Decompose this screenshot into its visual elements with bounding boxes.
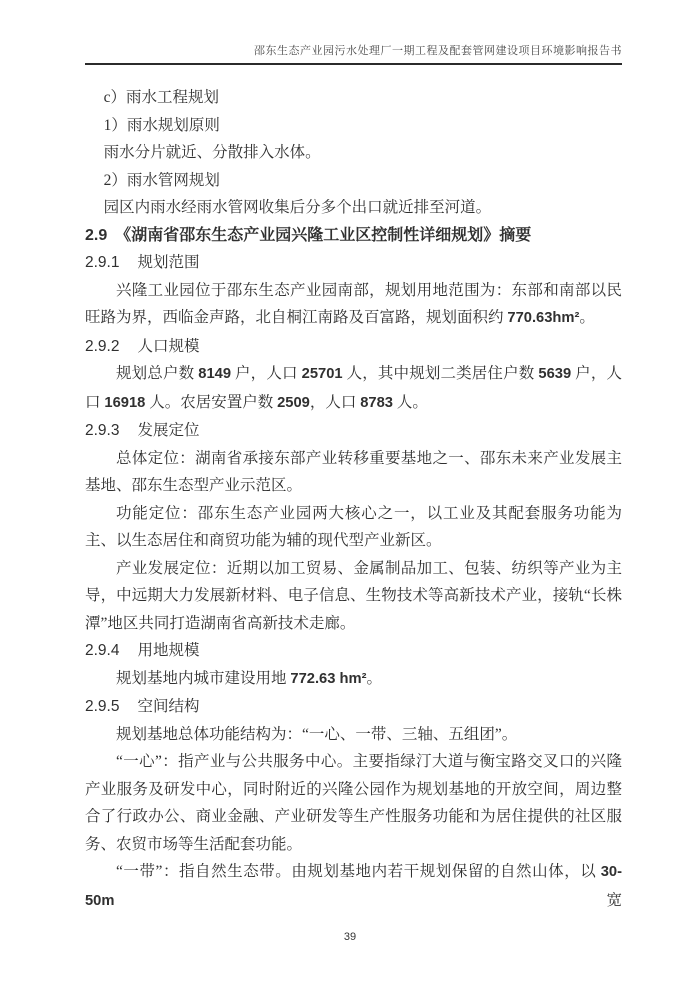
- section-number: 2.9.2: [85, 337, 120, 355]
- section-number: 2.9.4: [85, 642, 120, 659]
- list-item-c: c）雨水工程规划: [103, 89, 219, 106]
- page-header: [85, 42, 622, 65]
- section-heading-2-9-5: [85, 693, 622, 721]
- section-heading-2-9: [85, 222, 622, 250]
- paragraph-population: 规划总户数 8149 户，人口 25701 人，其中规划二类居住户数 5639 户，人口 16918 人。农居安置户数 2509，人口 8783 人。: [85, 365, 622, 411]
- list-item-1: 1）雨水规划原则: [103, 116, 220, 134]
- section-heading-2-9-3: [85, 417, 622, 445]
- section-number: 2.9.1: [85, 254, 120, 271]
- section-title: 空间结构: [137, 698, 200, 715]
- section-title: 规划范围: [137, 254, 200, 271]
- paragraph-industry-position: 产业发展定位：近期以加工贸易、金属制品加工、包装、纺织等产业为主导，中远期大力发展新材料、电子信息、生物技术等高新技术产业，接轨“长株潭”地区共同打造湖南省高新技术走廊。: [85, 559, 622, 632]
- header-title: 邵东生态产业园污水处理厂一期工程及配套管网建设项目环境影响报告书: [254, 45, 622, 57]
- section-title: 《湖南省邵东生态产业园兴隆工业区控制性详细规划》摘要: [115, 226, 532, 244]
- section-heading-2-9-1: [85, 249, 622, 277]
- paragraph-one-center: “一心”：指产业与公共服务中心。主要指绿汀大道与衡宝路交叉口的兴隆产业服务及研发中心，同时附近的兴隆公园作为规划基地的开放空间，周边整合了行政办公、商业金融、产业研发等生产性服务功能和为居住提供的社区服务、农贸市场等生活配套功能。: [85, 753, 622, 853]
- section-number: 2.9.3: [85, 422, 120, 439]
- document-body: [85, 84, 622, 915]
- section-title: 用地规模: [137, 642, 200, 659]
- paragraph-rain-principle: 雨水分片就近、分散排入水体。: [103, 144, 321, 161]
- paragraph-spatial-structure: 规划基地总体功能结构为：“一心、一带、三轴、五组团”。: [116, 725, 518, 743]
- section-heading-2-9-4: [85, 637, 622, 665]
- section-title: 人口规模: [137, 337, 200, 355]
- paragraph-rain-network: 园区内雨水经雨水管网收集后分多个出口就近排至河道。: [103, 199, 492, 216]
- section-heading-2-9-2: [85, 333, 622, 361]
- paragraph-land-use: 规划基地内城市建设用地 772.63 hm²。: [116, 669, 382, 687]
- page-footer: [0, 931, 700, 943]
- paragraph-overall-position: 总体定位：湖南省承接东部产业转移重要基地之一、邵东未来产业发展主基地、邵东生态型产业示范区。: [85, 449, 622, 494]
- section-number: 2.9: [85, 226, 108, 244]
- paragraph-function-position: 功能定位：邵东生态产业园两大核心之一，以工业及其配套服务功能为主、以生态居住和商贸功能为辅的现代型产业新区。: [85, 504, 622, 549]
- page-number: 39: [343, 931, 357, 943]
- section-title: 发展定位: [137, 422, 200, 439]
- paragraph-scope: 兴隆工业园位于邵东生态产业园南部，规划用地范围为：东部和南部以民旺路为界，西临金声路，北自桐江南路及百富路，规划面积约 770.63hm²。: [85, 281, 622, 326]
- list-item-2: 2）雨水管网规划: [103, 171, 220, 189]
- section-number: 2.9.5: [85, 698, 120, 715]
- paragraph-one-belt: “一带”：指自然生态带。由规划基地内若干规划保留的自然山体，以 30-50m 宽: [85, 863, 622, 909]
